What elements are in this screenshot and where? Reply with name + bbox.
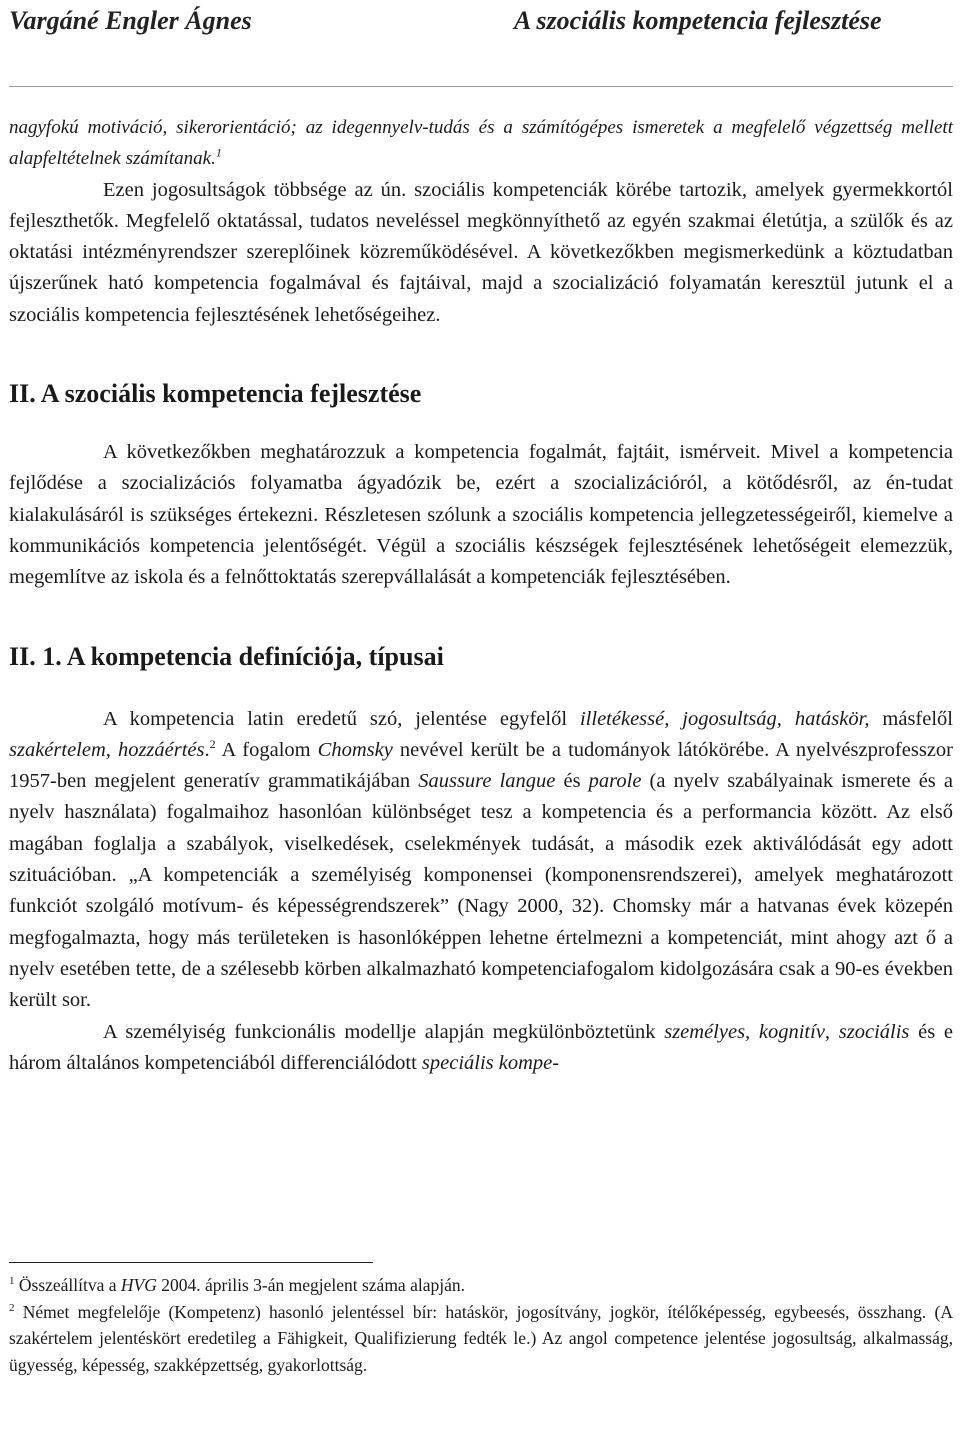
italic-term: szociális xyxy=(838,1020,910,1043)
text-run: , xyxy=(824,1020,839,1043)
italic-term: speciális kompe- xyxy=(421,1051,560,1074)
text-run: másfelől xyxy=(869,707,953,730)
footnote-number: 2 xyxy=(9,1301,15,1314)
section-title: II. A szociális kompetencia fejlesztése xyxy=(9,379,422,409)
text-run: A fogalom xyxy=(215,738,318,761)
text-run: (a nyelv szabályainak ismerete és a nyelv használata) fogalmaihoz hasonlóan különbséget tesz a kompetencia és a performancia között. Az első magában foglalja a szabályok, viselkedések, cselekmények tudását, a második ezek aktiválódását egy adott szituációban. „A kompetenciák a személyiség komponensei (komponensrendszerei), amelyek meghatározott funkciót szolgáló motívum- és képességrendszerek” (Nagy 2000, 32). Chomsky már a hatvanas évek közepén megfogalmazta, hogy más területeken is hasonlóképpen lehetne értelmezni a kompetenciát, mint ahogy azt ő a nyelv esetében tette, de a szélesebb körben alkalmazható kompetenciafogalom kidolgozására csak a 90-es években került sor. xyxy=(9,770,953,1012)
text-run: . xyxy=(204,738,210,761)
footnote-text: 2004. április 3-án megjelent száma alapján. xyxy=(156,1275,465,1295)
text-run: és e három általános kompetenciából differenciálódott xyxy=(9,1020,953,1074)
italic-term: személyes, kognitív xyxy=(664,1020,825,1043)
italic-term: illetékessé, jogosultság, hatáskör, xyxy=(579,707,870,730)
header-divider xyxy=(9,86,953,87)
footnote-text: Német megfelelője (Kompetenz) hasonló jelentéssel bír: hatáskör, jogosítvány, jogkör, ítélőképesség, egybeesés, összhang. (A szakértelem jelentéskört eredetileg a Fähigkeit, Qualifizierung fedték le.) Az angol competence jelentése jogosultság, alkalmasság, ügyesség, képesség, szakképzettség, gyakorlottság. xyxy=(9,1301,953,1375)
header-author: Vargáné Engler Ágnes xyxy=(9,6,252,35)
text-run: A személyiség funkcionális modellje alapján megkülönböztetünk xyxy=(103,1020,665,1043)
main-text xyxy=(9,112,953,1079)
subsection-title: II. 1. A kompetencia definíciója, típusai xyxy=(9,641,444,671)
footnote-number: 1 xyxy=(9,1275,15,1288)
text-run: A kompetencia latin eredetű szó, jelentése egyfelől xyxy=(103,707,580,730)
paragraph xyxy=(9,1017,953,1080)
paragraph: Ezen jogosultságok többsége az ún. szociális kompetenciák körébe tartozik, amelyek gyermekkortól fejleszthetők. Megfelelő oktatással, tudatos neveléssel megkönnyíthető az egyén szakmai életútja, a szülők és az oktatási intézményrendszer szereplőinek közreműködésével. A következőkben megismerkedünk a köztudatban újszerűnek ható kompetencia fogalmával és fajtáival, majd a szocializáció folyamatán keresztül jutunk el a szociális kompetencia fejlesztésének lehetőségeihez. xyxy=(9,178,953,326)
footnote xyxy=(9,1272,953,1299)
text-run: és xyxy=(555,770,589,793)
footnote-divider xyxy=(9,1262,373,1263)
paragraph-text: nagyfokú motiváció, sikerorientáció; az idegennyelv-tudás és a számítógépes ismeretek a megfelelő végzettség mellett alapfeltételnek számítanak. xyxy=(9,117,953,170)
italic-term: Chomsky xyxy=(317,738,393,761)
text-run: nevével került be a tudományok látókörébe. A nyelvészprofesszor 1957-ben megjelent generatív grammatikájában xyxy=(9,738,953,793)
header-title: A szociális kompetencia fejlesztése xyxy=(514,6,882,35)
footnote-ref[interactable]: 2 xyxy=(209,737,216,752)
italic-term: szakértelem, hozzáértés xyxy=(9,738,205,761)
italic-term: Saussure langue xyxy=(418,770,556,793)
italic-term: HVG xyxy=(120,1275,157,1295)
footnote-text: Összeállítva a xyxy=(18,1275,121,1295)
running-header xyxy=(9,4,953,84)
paragraph xyxy=(9,704,953,1017)
paragraph-continued xyxy=(9,112,953,175)
paragraph: A következőkben meghatározzuk a kompetencia fogalmát, fajtáit, ismérveit. Mivel a kompetencia fejlődése a szocializációs folyamatba ágyadózik be, ezért a szocializációról, a kötődésről, az én-tudat kialakulásáról is szükséges értekezni. Részletesen szólunk a szociális kompetencia jellegzetességeiről, kiemelve a kommunikációs kompetencia jelentőségét. Végül a szociális készségek fejlesztésének lehetőségeit elemezzük, megemlítve az iskola és a felnőttoktatás szerepvállalását a kompetenciák fejlesztésében. xyxy=(9,441,953,589)
italic-term: parole xyxy=(588,770,642,793)
footnotes xyxy=(9,1262,953,1378)
footnote xyxy=(9,1299,953,1379)
footnote-ref[interactable]: 1 xyxy=(215,145,222,160)
